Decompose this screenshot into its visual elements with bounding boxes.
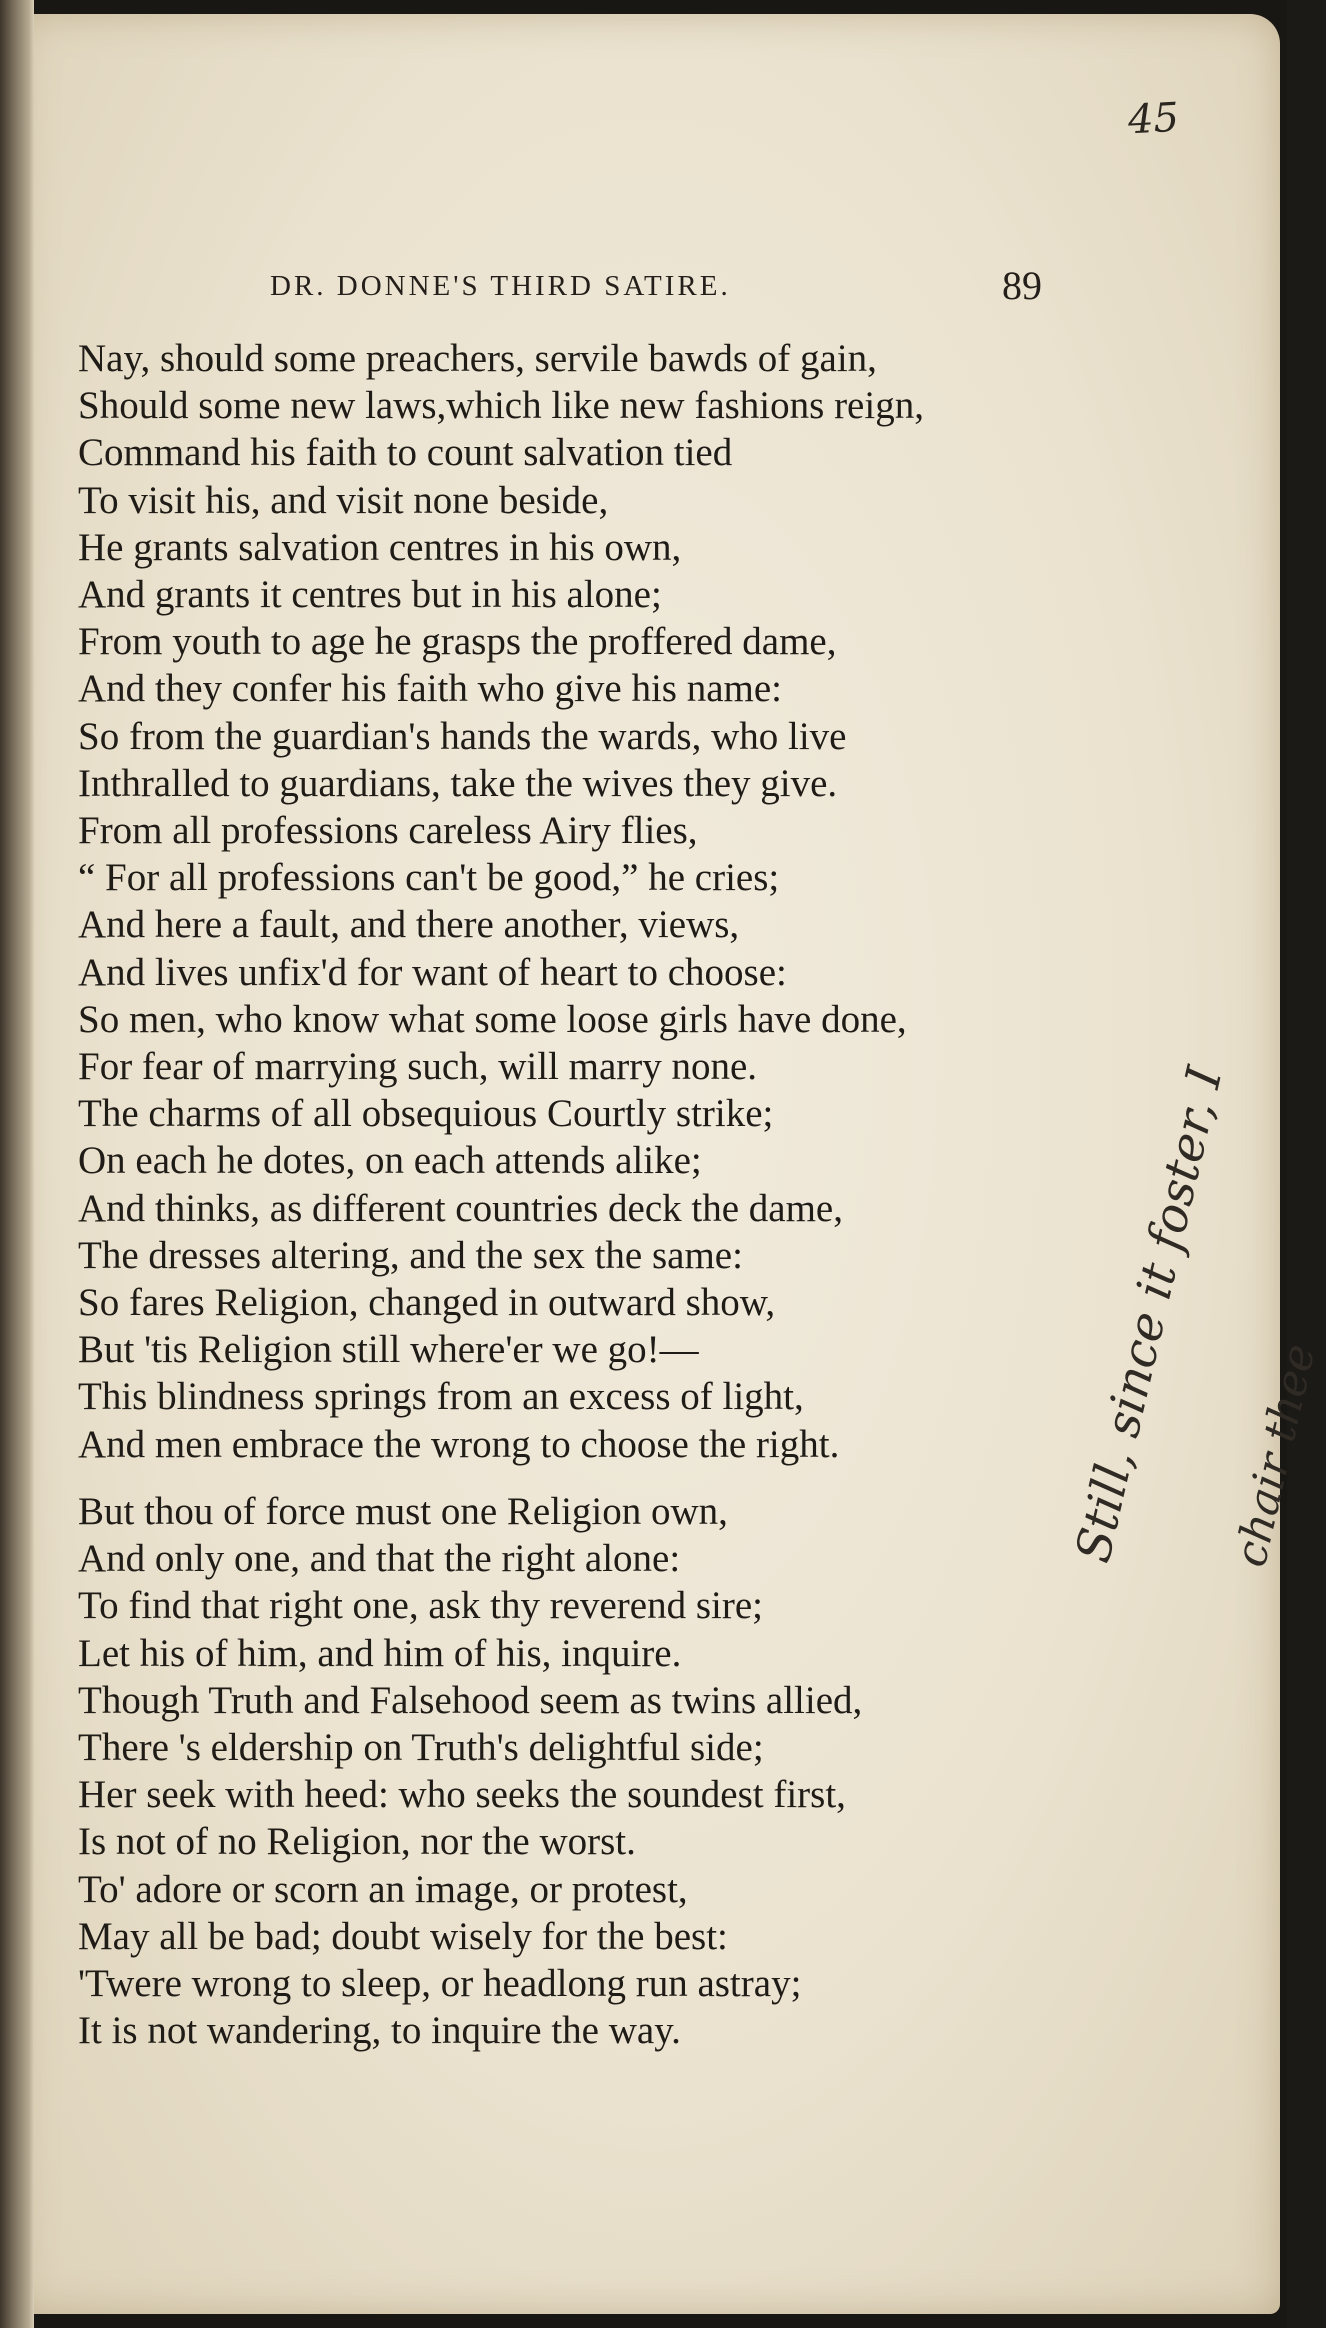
- poem-stanza-1: [78, 335, 924, 1468]
- verse-line: And lives unfix'd for want of heart to choose:: [78, 950, 787, 994]
- poem-stanza-2: [78, 1488, 862, 2054]
- verse-line: The charms of all obsequious Courtly strike;: [78, 1092, 774, 1136]
- verse-line: And thinks, as different countries deck the dame,: [78, 1186, 843, 1230]
- page-number: 89: [1002, 263, 1042, 308]
- verse-line: From youth to age he grasps the proffered dame,: [78, 620, 837, 664]
- verse-line: Though Truth and Falsehood seem as twins allied,: [78, 1678, 863, 1722]
- verse-line: May all be bad; doubt wisely for the best:: [78, 1914, 728, 1958]
- handwritten-marginal-note-continuation: chair thee: [1225, 1339, 1326, 1572]
- verse-line: This blindness springs from an excess of light,: [78, 1375, 804, 1419]
- running-header-title: DR. DONNE'S THIRD SATIRE.: [270, 270, 731, 302]
- verse-line: And they confer his faith who give his name:: [78, 667, 782, 711]
- verse-line: So from the guardian's hands the wards, who live: [78, 714, 847, 758]
- verse-line: But thou of force must one Religion own,: [78, 1490, 728, 1533]
- verse-line: To' adore or scorn an image, or protest,: [78, 1867, 688, 1911]
- verse-line: From all professions careless Airy flies,: [78, 809, 698, 853]
- verse-line: The dresses altering, and the sex the same:: [78, 1233, 743, 1277]
- verse-line: Nay, should some preachers, servile bawds of gain,: [78, 337, 877, 380]
- verse-line: Let his of him, and him of his, inquire.: [78, 1631, 682, 1675]
- verse-line: Should some new laws,which like new fashions reign,: [78, 384, 924, 428]
- verse-line: So men, who know what some loose girls have done,: [78, 997, 907, 1041]
- verse-line: There 's eldership on Truth's delightful side;: [78, 1726, 764, 1770]
- verse-line: On each he dotes, on each attends alike;: [78, 1139, 702, 1183]
- verse-line: Inthralled to guardians, take the wives they give.: [78, 761, 838, 805]
- verse-line: He grants salvation centres in his own,: [78, 525, 682, 569]
- verse-line: 'Twere wrong to sleep, or headlong run astray;: [78, 1962, 802, 2006]
- verse-line: To find that right one, ask thy reverend sire;: [78, 1584, 763, 1628]
- verse-line: And here a fault, and there another, views,: [78, 903, 740, 947]
- handwritten-page-number: 45: [1126, 94, 1181, 144]
- verse-line: So fares Religion, changed in outward show,: [78, 1281, 776, 1325]
- verse-line: “ For all professions can't be good,” he cries;: [78, 856, 780, 900]
- book-spine-edge: [0, 0, 34, 2328]
- verse-line: And men embrace the wrong to choose the right.: [78, 1422, 840, 1466]
- handwritten-marginal-note: Still, since it foster, I: [1065, 1061, 1234, 1568]
- verse-line: Her seek with heed: who seeks the soundest first,: [78, 1773, 846, 1817]
- verse-line: Is not of no Religion, nor the worst.: [78, 1820, 636, 1864]
- verse-line: Command his faith to count salvation tied: [78, 431, 733, 475]
- verse-line: But 'tis Religion still where'er we go!—: [78, 1328, 699, 1372]
- verse-line: It is not wandering, to inquire the way.: [78, 2009, 681, 2053]
- verse-line: To visit his, and visit none beside,: [78, 478, 609, 522]
- verse-line: And grants it centres but in his alone;: [78, 573, 662, 617]
- verse-line: For fear of marrying such, will marry none.: [78, 1045, 758, 1089]
- verse-line: And only one, and that the right alone:: [78, 1537, 681, 1581]
